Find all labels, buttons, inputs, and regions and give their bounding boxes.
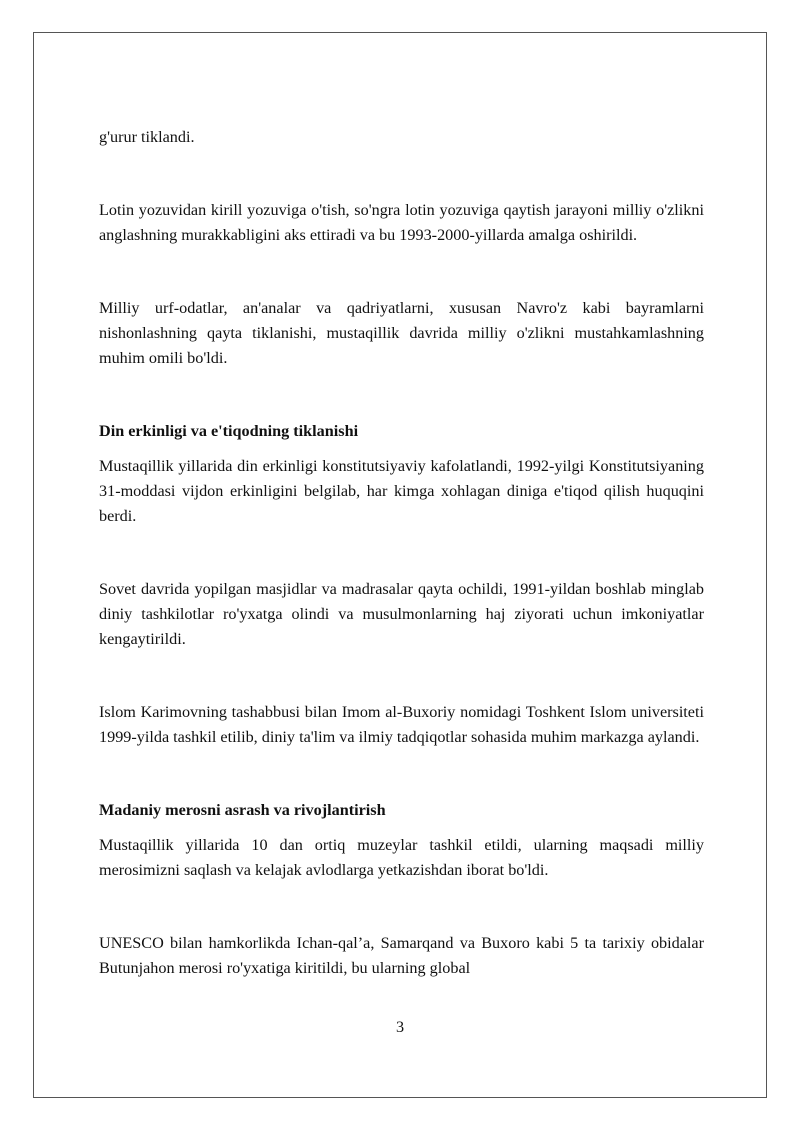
document-page: [33, 32, 767, 1098]
page-number: 3: [395, 1018, 405, 1036]
paragraph: Mustaqillik yillarida din erkinligi konstitutsiyaviy kafolatlandi, 1992-yilgi Konstitutsiyaning 31-moddasi vijdon erkinligini belgilab, har kimga xohlagan diniga e'tiqod qilish huquqini berdi.: [99, 457, 704, 525]
paragraph: UNESCO bilan hamkorlikda Ichan-qal’a, Samarqand va Buxoro kabi 5 ta tarixiy obidalar Butunjahon merosi ro'yxatiga kiritildi, bu ularning global: [99, 934, 704, 977]
paragraph: Mustaqillik yillarida 10 dan ortiq muzeylar tashkil etildi, ularning maqsadi milliy merosimizni saqlash va kelajak avlodlarga yetkazishdan iborat bo'ldi.: [99, 836, 704, 879]
paragraph: Milliy urf-odatlar, an'analar va qadriyatlarni, xususan Navro'z kabi bayramlarni nishonlashning qayta tiklanishi, mustaqillik davrida milliy o'zlikni mustahkamlashning muhim omili bo'ldi.: [99, 299, 704, 367]
paragraph: Islom Karimovning tashabbusi bilan Imom al-Buxoriy nomidagi Toshkent Islom universiteti 1999-yilda tashkil etilib, diniy ta'lim va ilmiy tadqiqotlar sohasida muhim markazga aylandi.: [99, 703, 704, 746]
paragraph: Lotin yozuvidan kirill yozuviga o'tish, so'ngra lotin yozuviga qaytish jarayoni milliy o'zlikni anglashning murakkabligini aks ettiradi va bu 1993-2000-yillarda amalga oshirildi.: [99, 201, 704, 244]
page-content: [99, 125, 704, 981]
section-heading: Din erkinligi va e'tiqodning tiklanishi: [99, 422, 359, 440]
section-heading: Madaniy merosni asrash va rivojlantirish: [99, 801, 386, 819]
paragraph: g'urur tiklandi.: [99, 128, 195, 146]
paragraph: Sovet davrida yopilgan masjidlar va madrasalar qayta ochildi, 1991-yildan boshlab minglab diniy tashkilotlar ro'yxatga olindi va musulmonlarning haj ziyorati uchun imkoniyatlar kengaytirildi.: [99, 580, 704, 648]
